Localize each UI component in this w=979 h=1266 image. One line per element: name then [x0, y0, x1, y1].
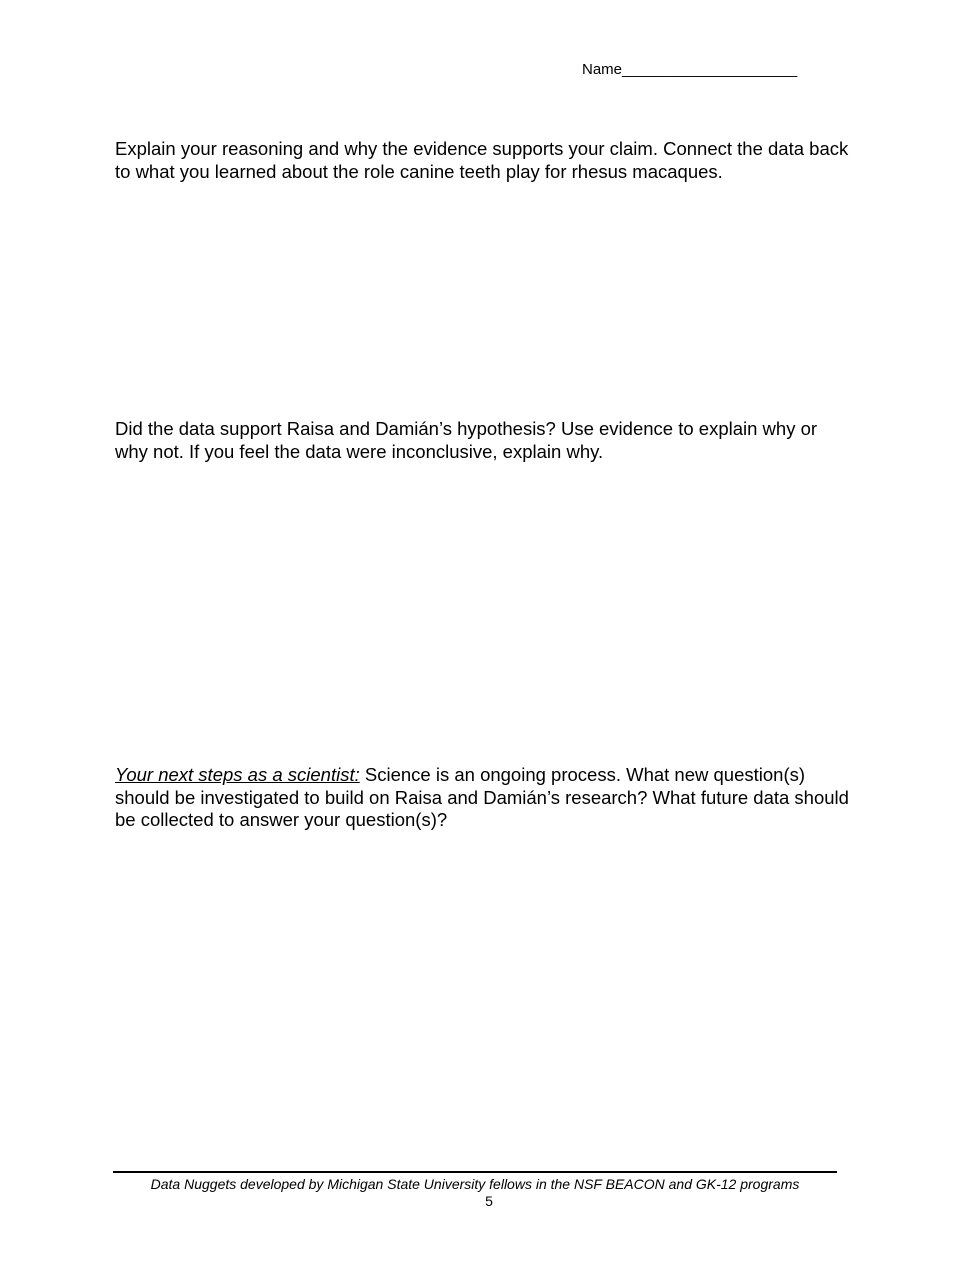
page-number: 5	[485, 1193, 493, 1209]
prompt-next-steps-lead: Your next steps as a scientist:	[115, 764, 360, 785]
prompt-reasoning	[115, 138, 855, 183]
prompt-next-steps-text: Science is an ongoing process. What new question(s) should be investigated to build on Raisa and Damián’s research? What future data should be collected to answer your question(s)?	[115, 764, 849, 830]
name-field[interactable]	[582, 61, 797, 79]
prompt-next-steps	[115, 764, 855, 832]
prompt-hypothesis-support-text: Did the data support Raisa and Damián’s hypothesis? Use evidence to explain why or why not. If you feel the data were inconclusive, explain why.	[115, 418, 818, 462]
prompt-reasoning-text: Explain your reasoning and why the evidence supports your claim. Connect the data back to what you learned about the role canine teeth play for rhesus macaques.	[115, 138, 849, 182]
name-blank-line[interactable]: _____________________	[622, 61, 798, 78]
footer-divider	[113, 1171, 837, 1173]
name-label: Name	[582, 61, 623, 78]
footer-credit: Data Nuggets developed by Michigan State University fellows in the NSF BEACON and GK-12 programs	[150, 1176, 800, 1192]
prompt-hypothesis-support	[115, 418, 855, 463]
